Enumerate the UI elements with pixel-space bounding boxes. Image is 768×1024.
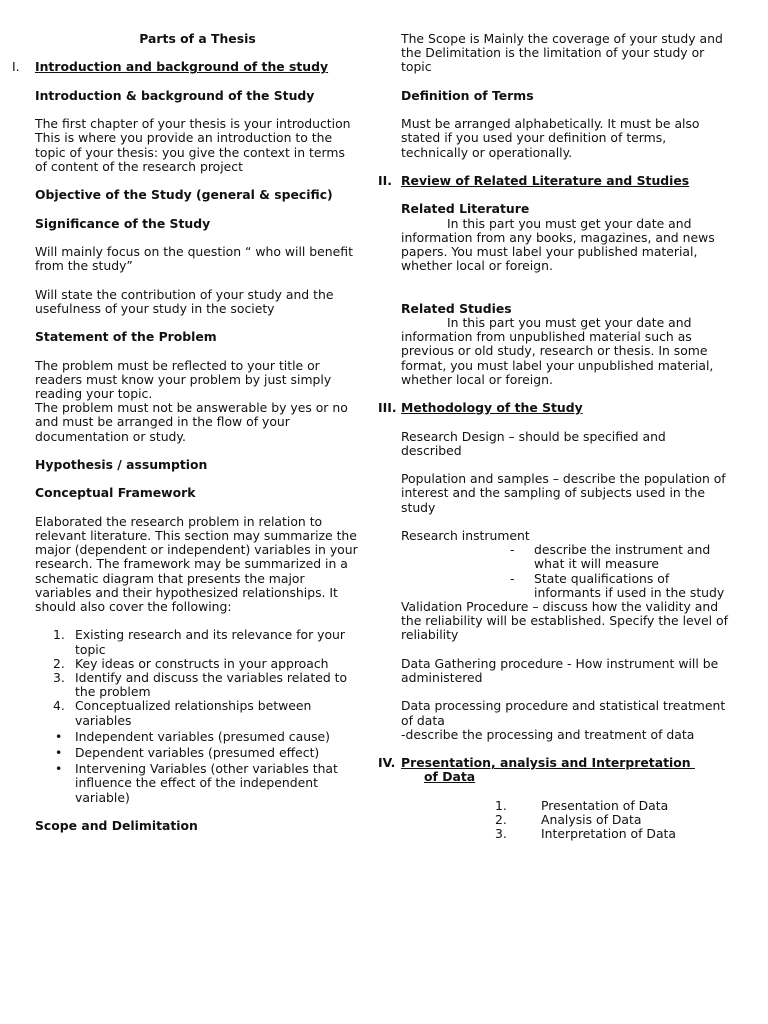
population-text: Population and samples – describe the population of interest and the sampling of subjects used in the study xyxy=(401,471,726,515)
problem-heading: Statement of the Problem xyxy=(35,329,217,345)
list-item: 1. Presentation of Data xyxy=(495,797,669,813)
section-3-title: Methodology of the Study xyxy=(401,400,583,416)
bullet-icon: • xyxy=(55,761,63,777)
instrument-label: Research instrument xyxy=(401,527,530,543)
bullet-icon: • xyxy=(55,744,63,760)
bullet-item: • Independent variables (presumed cause) xyxy=(12,730,360,744)
left-column xyxy=(12,32,360,847)
processing-text-2: -describe the processing and treatment of data xyxy=(401,726,695,742)
section-4-heading xyxy=(378,756,728,784)
scope-heading: Scope and Delimitation xyxy=(35,817,198,833)
objective-heading: Objective of the Study (general & specific) xyxy=(35,187,333,203)
intro-text-2: This is where you provide an introduction to the topic of your thesis: you give the context in terms of content of the research project xyxy=(35,130,345,174)
problem-text-2: The problem must not be answerable by yes or no and must be arranged in the flow of your documentation or study. xyxy=(35,400,348,444)
gathering-text: Data Gathering procedure - How instrument will be administered xyxy=(401,655,719,685)
problem-paragraph xyxy=(12,359,360,444)
significance-heading: Significance of the Study xyxy=(35,215,211,231)
bullet-item: • Intervening Variables (other variables that influence the effect of the independent variable) xyxy=(12,762,360,805)
related-studies xyxy=(378,302,728,387)
intro-text-1: The first chapter of your thesis is your introduction xyxy=(35,116,351,132)
bullet-item: • Dependent variables (presumed effect) xyxy=(12,746,360,760)
section-3-heading xyxy=(378,401,728,415)
intro-subheading: Introduction & background of the Study xyxy=(35,87,315,103)
section-2-heading xyxy=(378,174,728,188)
framework-list xyxy=(12,628,360,804)
section-2-title: Review of Related Literature and Studies xyxy=(401,172,690,188)
significance-text-2: Will state the contribution of your study and the usefulness of your study in the society xyxy=(35,286,334,316)
section-2-number: II. xyxy=(378,172,392,188)
bullet-icon: • xyxy=(55,728,63,744)
processing-text-1: Data processing procedure and statistical treatment of data xyxy=(401,698,726,728)
significance-text-1: Will mainly focus on the question “ who will benefit from the study” xyxy=(35,243,353,274)
validation-text: Validation Procedure – discuss how the validity and the reliability will be established. Specify the level of reliability xyxy=(401,598,728,643)
framework-heading: Conceptual Framework xyxy=(35,485,196,501)
section-4-title: Presentation, analysis and Interpretation xyxy=(401,755,695,771)
section-1-heading xyxy=(12,60,360,74)
problem-text-1: The problem must be reflected to your title or readers must know your problem by just simply reading your topic. xyxy=(35,357,332,401)
scope-text: The Scope is Mainly the coverage of your study and the Delimitation is the limitation of your study or topic xyxy=(401,31,723,75)
literature-text: In this part you must get your date and information from any books, magazines, and news papers. You must label your published material, whether local or foreign. xyxy=(401,215,715,274)
section-1-number: I. xyxy=(12,59,20,75)
list-item: 4. Conceptualized relationships between variables xyxy=(53,698,312,728)
presentation-list xyxy=(378,799,728,842)
list-item: - State qualifications of informants if used in the study xyxy=(510,570,725,600)
definition-text: Must be arranged alphabetically. It must be also stated if you used your definition of terms, technically or operationally. xyxy=(401,116,700,160)
list-item: 2. Key ideas or constructs in your approach xyxy=(53,655,329,671)
list-item: - describe the instrument and what it will measure xyxy=(510,542,711,572)
list-item: 2. Analysis of Data xyxy=(495,811,642,827)
instrument-list xyxy=(378,543,728,600)
list-item: 3. Identify and discuss the variables related to the problem xyxy=(53,669,348,700)
studies-text: In this part you must get your date and information from unpublished material such as previous or old study, research or thesis. In some format, you must label your unpublished material, whether local or foreign. xyxy=(401,314,714,387)
definition-heading: Definition of Terms xyxy=(401,87,534,103)
section-4-number: IV. xyxy=(378,755,396,771)
intro-paragraph xyxy=(12,117,360,174)
framework-text: Elaborated the research problem in relation to relevant literature. This section may summarize the major (dependent or independent) variables in your research. The framework may be summarized in a schematic diagram that presents the major variables and their hypothesized relationships. It should also cover the following: xyxy=(35,513,358,614)
list-item: 3. Interpretation of Data xyxy=(495,826,676,842)
section-3-number: III. xyxy=(378,400,397,416)
studies-heading: Related Studies xyxy=(401,300,512,316)
section-1-title: Introduction and background of the study xyxy=(35,59,329,75)
right-column xyxy=(378,32,728,841)
section-4-title-cont: of Data xyxy=(424,769,476,785)
related-literature xyxy=(378,202,728,273)
design-text: Research Design – should be specified and described xyxy=(401,428,666,458)
document-title: Parts of a Thesis xyxy=(139,31,256,46)
literature-heading: Related Literature xyxy=(401,201,530,217)
processing-paragraph xyxy=(378,699,728,742)
list-item: 1. Existing research and its relevance for your topic xyxy=(53,627,346,657)
hypothesis-heading: Hypothesis / assumption xyxy=(35,456,208,472)
